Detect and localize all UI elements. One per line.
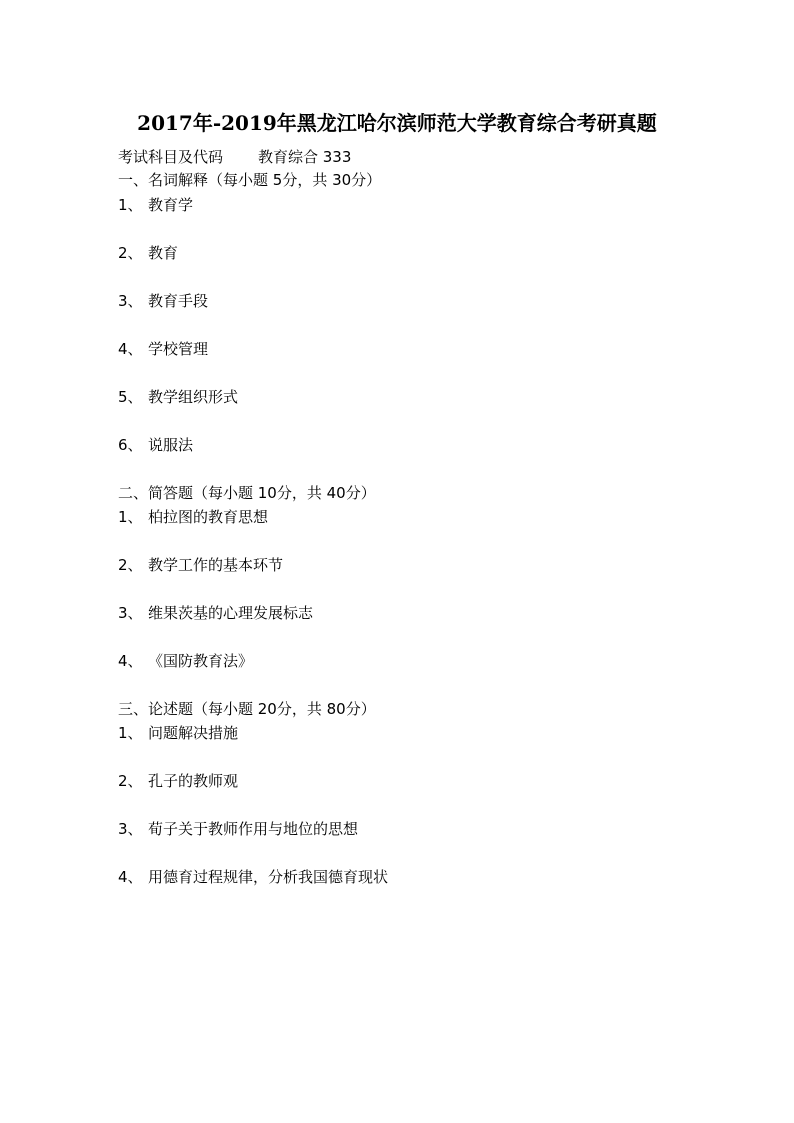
item-number: 1、	[118, 196, 143, 214]
item-number: 1、	[118, 508, 143, 526]
item-number: 1、	[118, 724, 143, 742]
list-item	[118, 867, 388, 887]
subject-line	[118, 147, 351, 167]
section-heading: 三、论述题（每小题 20分，共 80分）	[118, 700, 376, 718]
list-item	[118, 819, 358, 839]
item-text: 教育学	[148, 196, 194, 214]
item-text: 荀子关于教师作用与地位的思想	[148, 820, 359, 838]
item-number: 3、	[118, 820, 143, 838]
item-number: 2、	[118, 244, 143, 262]
list-item	[118, 339, 208, 359]
item-text: 用德育过程规律，分析我国德育现状	[148, 868, 389, 886]
list-item	[118, 723, 238, 743]
item-text: 问题解决措施	[148, 724, 239, 742]
list-item	[118, 555, 283, 575]
document-title: 2017年-2019年黑龙江哈尔滨师范大学教育综合考研真题	[137, 111, 657, 135]
subject-value: 教育综合 333	[258, 148, 352, 166]
list-item	[118, 291, 208, 311]
item-number: 4、	[118, 652, 143, 670]
item-number: 6、	[118, 436, 143, 454]
item-text: 学校管理	[148, 340, 209, 358]
item-text: 说服法	[148, 436, 194, 454]
item-text: 教育手段	[148, 292, 209, 310]
list-item	[118, 771, 238, 791]
item-text: 教育	[148, 244, 179, 262]
item-text: 柏拉图的教育思想	[148, 508, 269, 526]
list-item	[118, 435, 193, 455]
section-heading: 一、名词解释（每小题 5分，共 30分）	[118, 171, 382, 189]
list-item	[118, 243, 178, 263]
item-text: 教学工作的基本环节	[148, 556, 284, 574]
list-item	[118, 603, 313, 623]
item-number: 4、	[118, 868, 143, 886]
list-item	[118, 507, 268, 527]
subject-label: 考试科目及代码	[118, 148, 224, 166]
item-number: 4、	[118, 340, 143, 358]
list-item	[118, 387, 238, 407]
item-number: 2、	[118, 556, 143, 574]
list-item	[118, 651, 253, 671]
section-heading: 二、简答题（每小题 10分，共 40分）	[118, 484, 376, 502]
item-number: 2、	[118, 772, 143, 790]
item-text: 维果茨基的心理发展标志	[148, 604, 314, 622]
item-text: 《国防教育法》	[148, 652, 254, 670]
item-number: 3、	[118, 292, 143, 310]
item-text: 孔子的教师观	[148, 772, 239, 790]
item-number: 3、	[118, 604, 143, 622]
item-text: 教学组织形式	[148, 388, 239, 406]
list-item	[118, 195, 193, 215]
item-number: 5、	[118, 388, 143, 406]
